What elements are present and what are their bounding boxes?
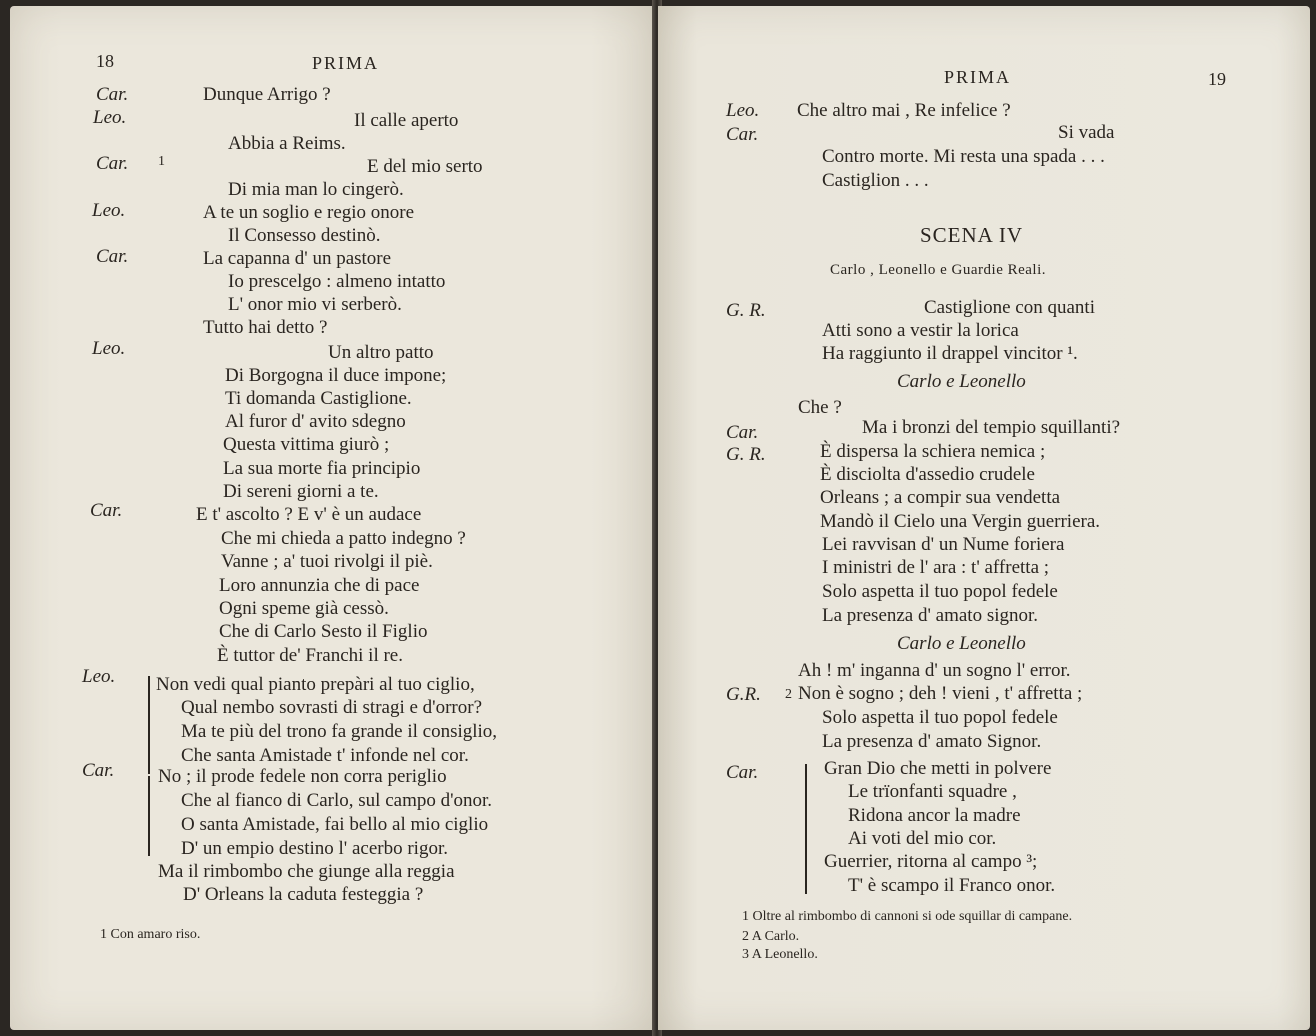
verse-line: D' un empio destino l' acerbo rigor. [181,838,448,859]
scene-title: SCENA IV [920,223,1024,247]
speaker-label: Leo. [82,666,116,687]
speaker-label: Car. [96,153,129,174]
verse-line: Qual nembo sovrasti di stragi e d'orror? [181,697,483,718]
verse-line: Contro morte. Mi resta una spada . . . [822,146,1105,167]
speaker-label: Leo. [93,107,127,128]
verse-line: Io prescelgo : almeno intatto [228,271,446,292]
verse-line: Guerrier, ritorna al campo ³; [824,851,1038,872]
verse-line: E t' ascolto ? E v' è un audace [196,504,422,525]
verse-line: Che altro mai , Re infelice ? [797,100,1011,121]
verse-line: Che al fianco di Carlo, sul campo d'onor. [181,790,493,811]
speaker-label: Car. [90,500,123,521]
left-running-head: PRIMA [312,53,380,73]
verse-line: Ah ! m' inganna d' un sogno l' error. [798,660,1071,681]
footnote: 2 A Carlo. [742,929,800,944]
verse-line: Il Consesso destinò. [228,225,381,246]
verse-line: Solo aspetta il tuo popol fedele [822,581,1058,602]
verse-line: No ; il prode fedele non corra periglio [158,766,447,787]
verse-line: Ma il rimbombo che giunge alla reggia [158,861,455,882]
verse-line: Ti domanda Castiglione. [225,388,412,409]
verse-line: Vanne ; a' tuoi rivolgi il piè. [221,551,433,572]
verse-line: Che di Carlo Sesto il Figlio [219,621,428,642]
verse-line: T' è scampo il Franco onor. [848,875,1056,896]
verse-brace [805,764,807,894]
left-page-number: 18 [96,51,114,71]
speaker-label: Leo. [92,338,126,359]
verse-line: Che santa Amistade t' infonde nel cor. [181,745,469,766]
verse-line: Si vada [1058,122,1115,143]
stage-direction: Carlo e Leonello [897,371,1026,392]
verse-line: Abbia a Reims. [228,133,346,154]
footnote-mark: 2 [785,687,792,702]
verse-line: È tuttor de' Franchi il re. [217,645,403,666]
verse-line: Ridona ancor la madre [848,805,1021,826]
verse-line: Ogni speme già cessò. [219,598,389,619]
verse-line: Solo aspetta il tuo popol fedele [822,707,1058,728]
footnote-mark: 1 [158,154,165,169]
verse-line: La presenza d' amato signor. [822,605,1039,626]
speaker-label: Car. [726,422,759,443]
verse-line: Di mia man lo cingerò. [228,179,404,200]
verse-line: La capanna d' un pastore [203,248,392,269]
verse-line: La presenza d' amato Signor. [822,731,1042,752]
verse-line: Ha raggiunto il drappel vincitor ¹. [822,343,1078,364]
verse-line: D' Orleans la caduta festeggia ? [183,884,424,905]
verse-line: Che ? [798,397,842,418]
verse-line: I ministri de l' ara : t' affretta ; [822,557,1050,578]
verse-line: Castiglione con quanti [924,297,1095,318]
footnote: 1 Oltre al rimbombo di cannoni si ode squillar di campane. [742,909,1073,924]
verse-line: Il calle aperto [354,110,459,131]
verse-line: La sua morte fia principio [223,458,421,479]
footnote: 3 A Leonello. [742,947,818,962]
verse-line: Gran Dio che metti in polvere [824,758,1052,779]
verse-brace [148,776,150,856]
verse-line: Questa vittima giurò ; [223,434,390,455]
verse-line: Ai voti del mio cor. [848,828,997,849]
speaker-label: G.R. [726,684,761,705]
verse-line: Lei ravvisan d' un Nume foriera [822,534,1065,555]
speaker-label: G. R. [726,444,766,465]
verse-line: Ma te più del trono fa grande il consiglio, [181,721,498,742]
verse-line: A te un soglio e regio onore [203,202,415,223]
verse-line: È dispersa la schiera nemica ; [820,441,1046,462]
verse-line: O santa Amistade, fai bello al mio ciglio [181,814,489,835]
speaker-label: Leo. [726,100,760,121]
verse-line: Non vedi qual pianto prepàri al tuo ciglio, [156,674,475,695]
verse-line: Dunque Arrigo ? [203,84,331,105]
verse-line: Loro annunzia che di pace [219,575,420,596]
speaker-label: Car. [726,762,759,783]
verse-line: Di Borgogna il duce impone; [225,365,447,386]
verse-line: Atti sono a vestir la lorica [822,320,1019,341]
verse-line: Castiglion . . . [822,170,929,191]
verse-line: Di sereni giorni a te. [223,481,379,502]
verse-line: È disciolta d'assedio crudele [820,464,1035,485]
speaker-label: G. R. [726,300,766,321]
verse-line: Orleans ; a compir sua vendetta [820,487,1061,508]
right-running-head: PRIMA [944,67,1012,87]
right-page-number: 19 [1208,69,1226,89]
speaker-label: Car. [82,760,115,781]
speaker-label: Car. [96,84,129,105]
verse-line: L' onor mio vi serberò. [228,294,402,315]
verse-line: Mandò il Cielo una Vergin guerriera. [820,511,1101,532]
speaker-label: Leo. [92,200,126,221]
stage-direction: Carlo e Leonello [897,633,1026,654]
verse-brace [148,676,150,774]
verse-line: Le trïonfanti squadre , [848,781,1017,802]
cast-list: Carlo , Leonello e Guardie Reali. [830,262,1047,278]
verse-line: Un altro patto [328,342,434,363]
speaker-label: Car. [726,124,759,145]
verse-line: Tutto hai detto ? [203,317,328,338]
verse-line: Che mi chieda a patto indegno ? [221,528,466,549]
verse-line: E del mio serto [367,156,483,177]
speaker-label: Car. [96,246,129,267]
verse-line: Al furor d' avito sdegno [225,411,406,432]
verse-line: Non è sogno ; deh ! vieni , t' affretta ; [798,683,1083,704]
footnote: 1 Con amaro riso. [100,927,201,942]
verse-line: Ma i bronzi del tempio squillanti? [862,417,1121,438]
